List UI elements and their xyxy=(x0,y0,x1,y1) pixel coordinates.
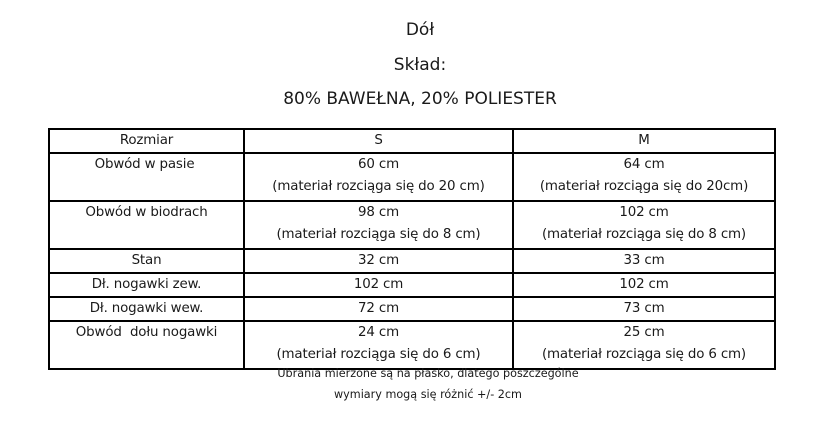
cell-s xyxy=(244,321,513,369)
composition-value: 80% BAWEŁNA, 20% POLIESTER xyxy=(283,89,557,109)
cell-note: (materiał rozciąga się do 6 cm) xyxy=(541,347,747,362)
cell-value: 64 cm xyxy=(623,157,665,172)
table-header-row xyxy=(49,129,775,153)
row-label: Obwód w pasie xyxy=(49,153,244,201)
table-row xyxy=(49,249,775,273)
cell-m xyxy=(513,153,775,201)
cell-value: 60 cm xyxy=(358,157,399,172)
cell-note: (materiał rozciąga się do 8 cm) xyxy=(276,227,481,242)
cell-s: 32 cm xyxy=(244,249,513,273)
composition-heading: Skład: xyxy=(393,55,447,75)
cell-m xyxy=(513,321,775,369)
header-size-label: Rozmiar xyxy=(49,129,244,153)
cell-s: 72 cm xyxy=(244,297,513,321)
cell-s: 102 cm xyxy=(244,273,513,297)
cell-m: 33 cm xyxy=(513,249,775,273)
cell-note: (materiał rozciąga się do 20cm) xyxy=(539,179,749,194)
section-title: Dół xyxy=(405,20,435,40)
cell-value: 102 cm xyxy=(619,205,669,220)
row-label: Obwód dołu nogawki xyxy=(49,321,244,369)
table-row xyxy=(49,201,775,249)
table-row xyxy=(49,297,775,321)
cell-m xyxy=(513,201,775,249)
cell-note: (materiał rozciąga się do 20 cm) xyxy=(272,179,485,194)
cell-value: 24 cm xyxy=(358,325,399,340)
cell-value: 98 cm xyxy=(358,205,399,220)
row-label: Dł. nogawki zew. xyxy=(49,273,244,297)
table-row xyxy=(49,321,775,369)
cell-note: (materiał rozciąga się do 8 cm) xyxy=(541,227,747,242)
cell-m: 73 cm xyxy=(513,297,775,321)
row-label: Dł. nogawki wew. xyxy=(49,297,244,321)
cell-s xyxy=(244,201,513,249)
cell-value: 25 cm xyxy=(623,325,665,340)
row-label: Stan xyxy=(49,249,244,273)
footnote-line: wymiary mogą się różnić +/- 2cm xyxy=(334,388,522,401)
table-row xyxy=(49,273,775,297)
cell-m: 102 cm xyxy=(513,273,775,297)
size-table xyxy=(48,128,776,370)
row-label: Obwód w biodrach xyxy=(49,201,244,249)
cell-s xyxy=(244,153,513,201)
table-row xyxy=(49,153,775,201)
header-size-s: S xyxy=(244,129,513,153)
header-size-m: M xyxy=(513,129,775,153)
footnote-line: Ubrania mierzone są na płasko, dlatego poszczególne xyxy=(277,367,579,380)
cell-note: (materiał rozciąga się do 6 cm) xyxy=(276,347,481,362)
